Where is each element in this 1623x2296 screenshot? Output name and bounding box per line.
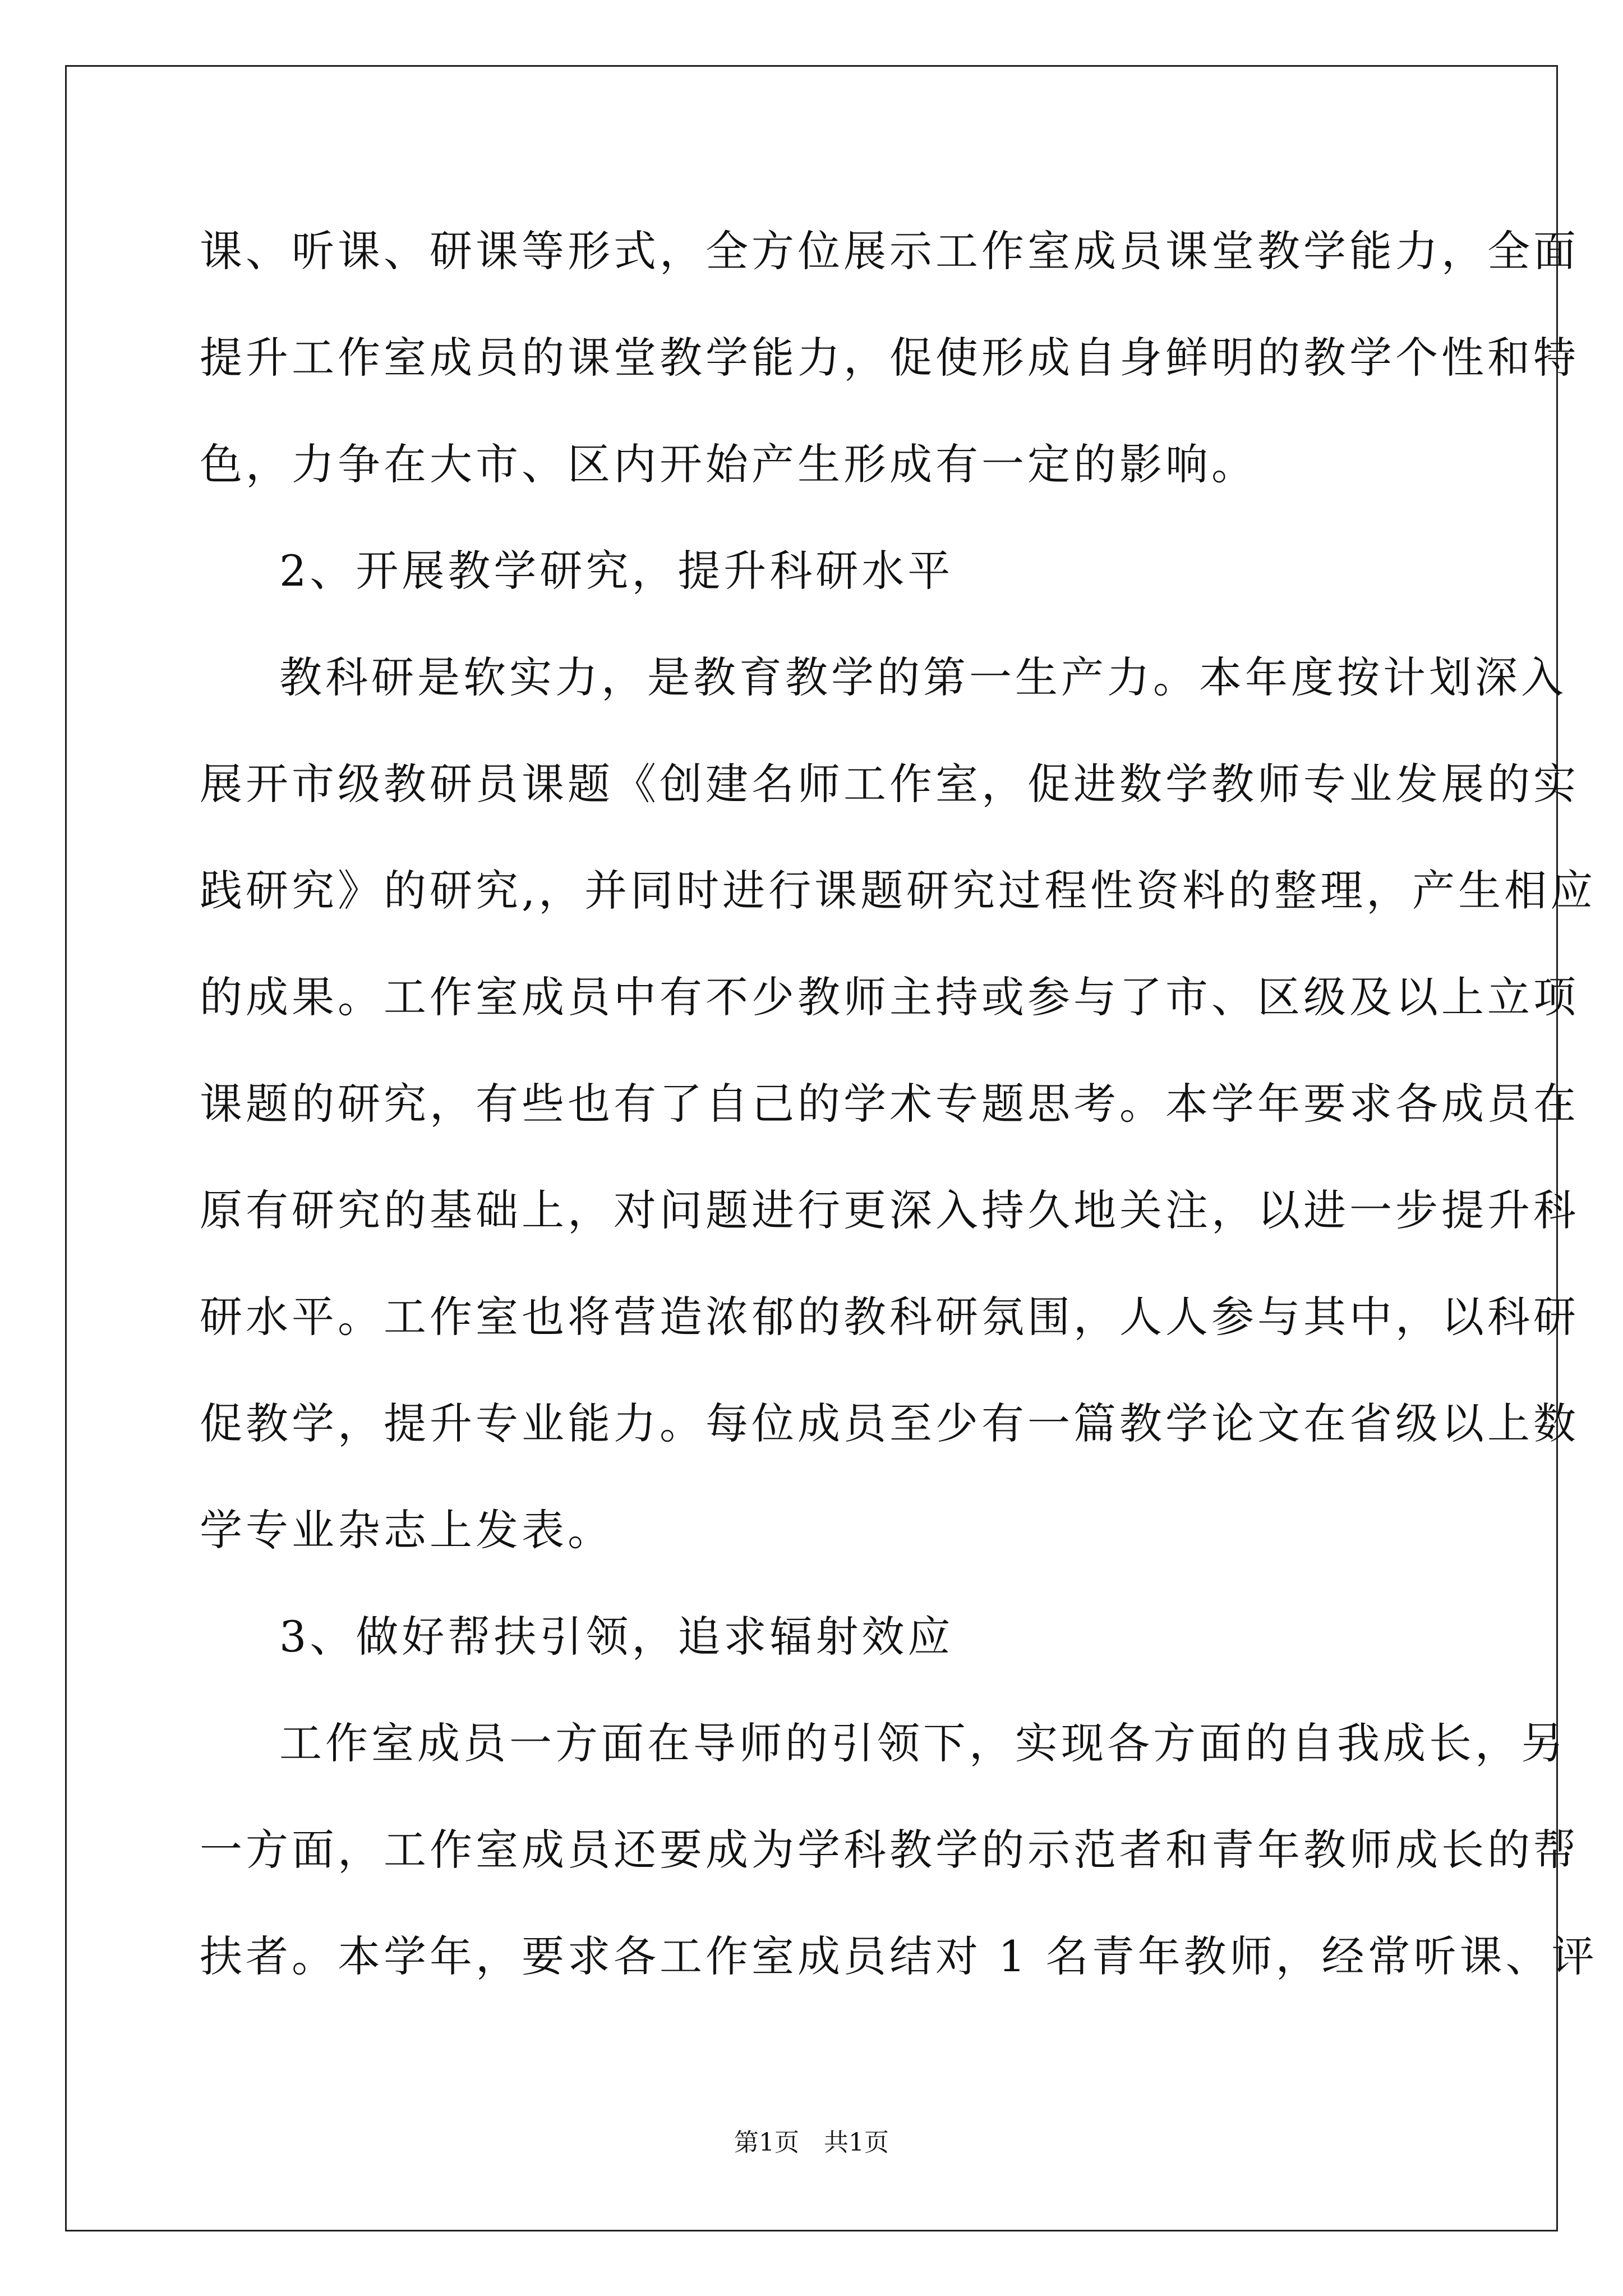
- body-text-line: 研水平。工作室也将营造浓郁的教科研氛围，人人参与其中，以科研: [200, 1292, 1579, 1342]
- body-text-line: 一方面，工作室成员还要成为学科教学的示范者和青年教师成长的帮: [200, 1825, 1579, 1875]
- body-text-line: 工作室成员一方面在导师的引领下，实现各方面的自我成长，另: [279, 1718, 1567, 1768]
- body-text-line: 原有研究的基础上，对问题进行更深入持久地关注，以进一步提升科: [200, 1185, 1579, 1235]
- body-text-line: 的成果。工作室成员中有不少教师主持或参与了市、区级及以上立项: [200, 972, 1579, 1022]
- body-text-line: 教科研是软实力，是教育教学的第一生产力。本年度按计划深入: [279, 652, 1567, 702]
- body-text-line: 课题的研究，有些也有了自己的学术专题思考。本学年要求各成员在: [200, 1079, 1579, 1129]
- body-text-line: 色，力争在大市、区内开始产生形成有一定的影响。: [200, 439, 1257, 489]
- body-text-line: 扶者。本学年，要求各工作室成员结对 1 名青年教师，经常听课、评: [200, 1931, 1598, 1981]
- body-text-line: 学专业杂志上发表。: [200, 1505, 614, 1555]
- body-text-line: 提升工作室成员的课堂教学能力，促使形成自身鲜明的教学个性和特: [200, 333, 1579, 383]
- body-text-line: 促教学，提升专业能力。每位成员至少有一篇教学论文在省级以上数: [200, 1398, 1579, 1448]
- page-footer: 第1页 共1页: [734, 2128, 889, 2157]
- section-heading: 3、做好帮扶引领，追求辐射效应: [279, 1612, 954, 1662]
- body-text-line: 课、听课、研课等形式，全方位展示工作室成员课堂教学能力，全面: [200, 226, 1579, 276]
- page-border: [65, 65, 1598, 2231]
- body-text-line: 展开市级教研员课题《创建名师工作室，促进数学教师专业发展的实: [200, 759, 1579, 809]
- body-text-line: 践研究》的研究,，并同时进行课题研究过程性资料的整理，产生相应: [200, 866, 1597, 915]
- section-heading: 2、开展教学研究，提升科研水平: [279, 546, 954, 596]
